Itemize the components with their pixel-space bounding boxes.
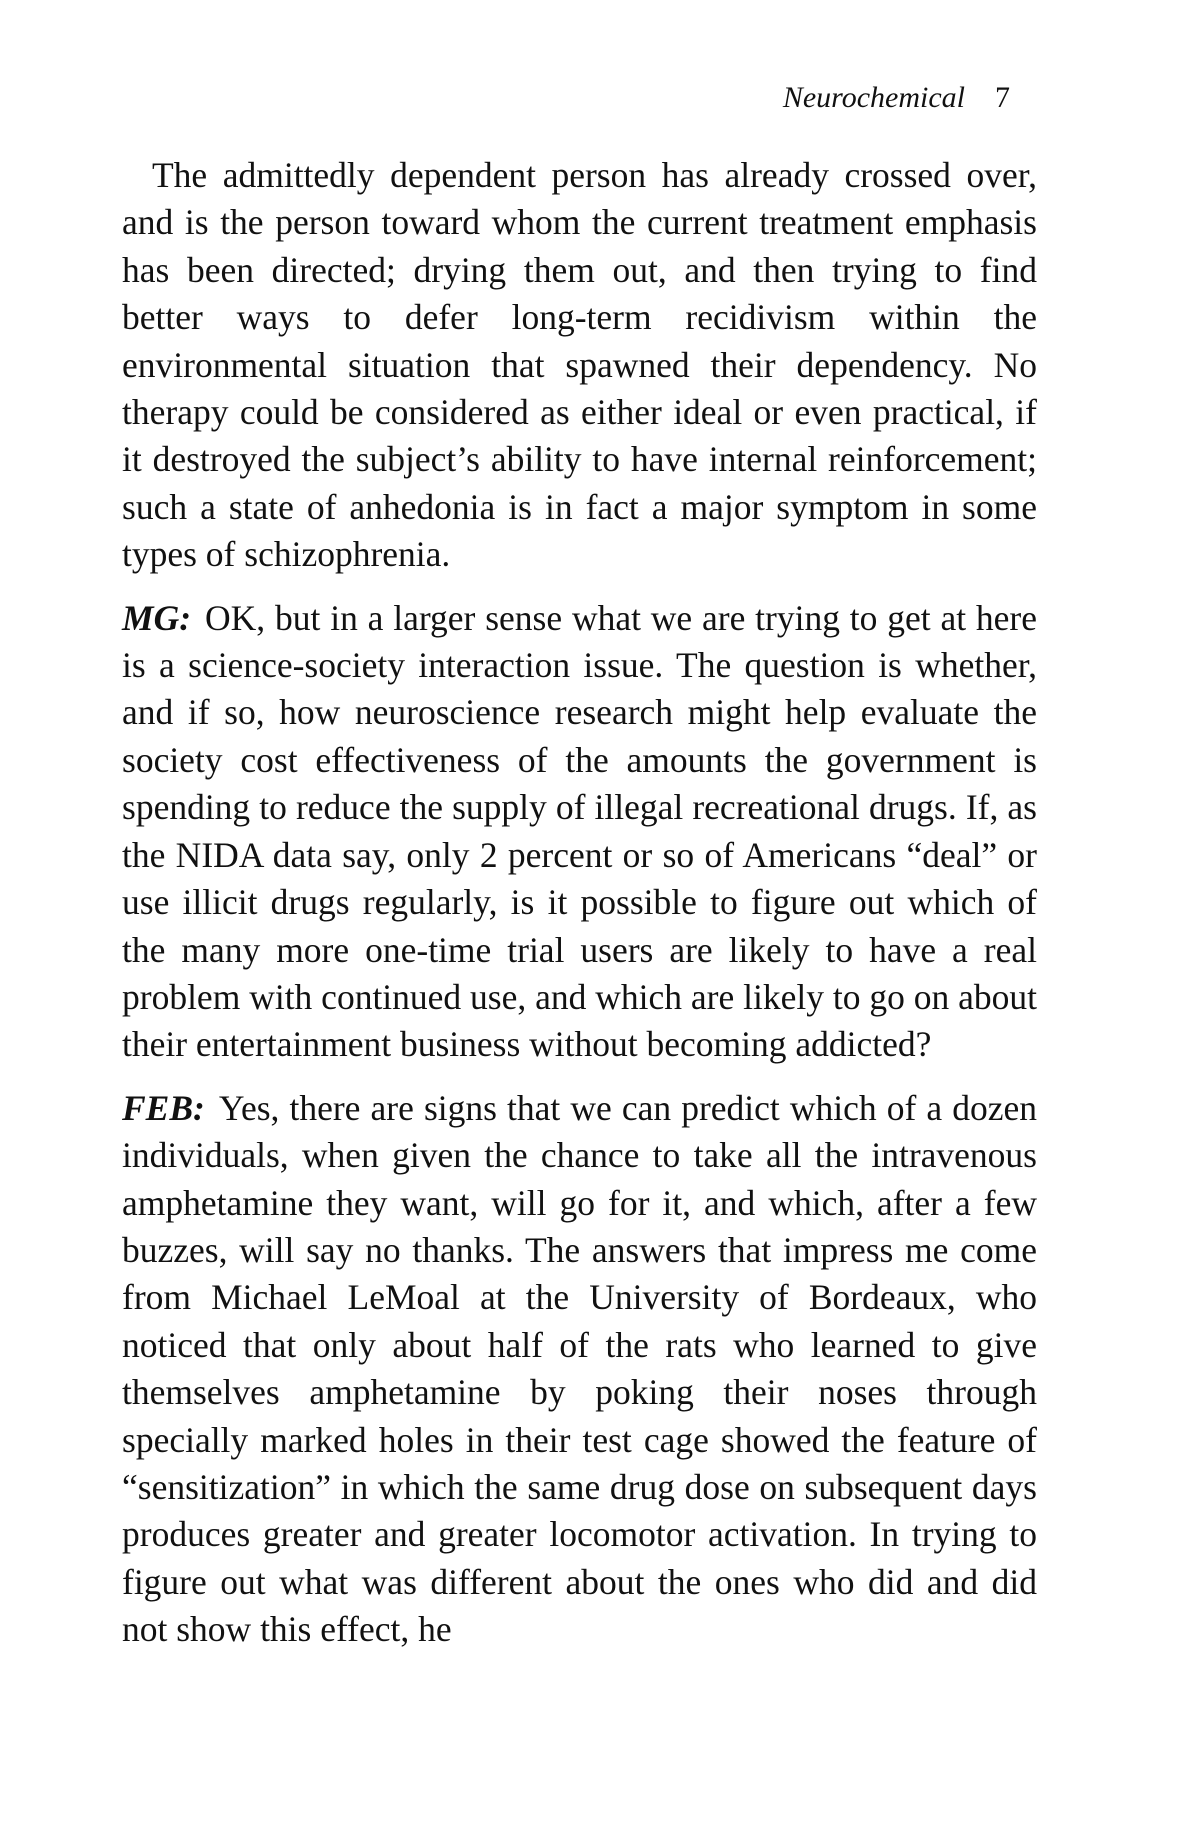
book-page [0, 0, 1200, 1842]
running-header [783, 80, 1010, 116]
paragraph-text: The admittedly dependent person has already crossed over, and is the person toward whom the current treatment emphasis has been directed; drying them out, and then try­ing to find better ways to defer long-term recidivism within the environmental situation that spawned their dependency. No therapy could be considered as either ideal or even prac­tical, if it destroyed the subject’s ability to have internal rein­forcement; such a state of anhedonia is in fact a major symptom in some types of schizophrenia. [122, 155, 1037, 574]
paragraph-text: Yes, there are signs that we can predict which of a dozen individuals, when given the chance to take all the in­travenous amphetamine they want, will go for it, and which, after a few buzzes, will say no thanks. The answers that im­press me come from Michael LeMoal at the University of Bordeaux, who noticed that only about half of the rats who learned to give themselves amphetamine by poking their noses through specially marked holes in their test cage showed the feature of “sensitization” in which the same drug dose on subsequent days produces greater and greater loco­motor activation. In trying to figure out what was different about the ones who did and did not show this effect, he [122, 1088, 1037, 1649]
paragraph-intro [122, 152, 1037, 579]
running-title: Neurochemical [783, 81, 965, 114]
speaker-label-feb: FEB: [122, 1088, 205, 1128]
page-number: 7 [995, 81, 1010, 114]
speaker-label-mg: MG: [122, 598, 191, 638]
body-text [122, 152, 1037, 1654]
paragraph-mg [122, 595, 1037, 1069]
paragraph-feb [122, 1085, 1037, 1654]
paragraph-text: OK, but in a larger sense what we are trying to get at here is a science-society interaction issue. The question is whether, and if so, how neuroscience research might help evaluate the society cost effectiveness of the amounts the gov­ernment is spending to reduce the supply of illegal recre­ational drugs. If, as the NIDA data say, only 2 percent or so of Americans “deal” or use illicit drugs regularly, is it possible to figure out which of the many more one-time trial users are likely to have a real problem with continued use, and which are likely to go on about their entertainment business without becoming addicted? [122, 598, 1037, 1065]
